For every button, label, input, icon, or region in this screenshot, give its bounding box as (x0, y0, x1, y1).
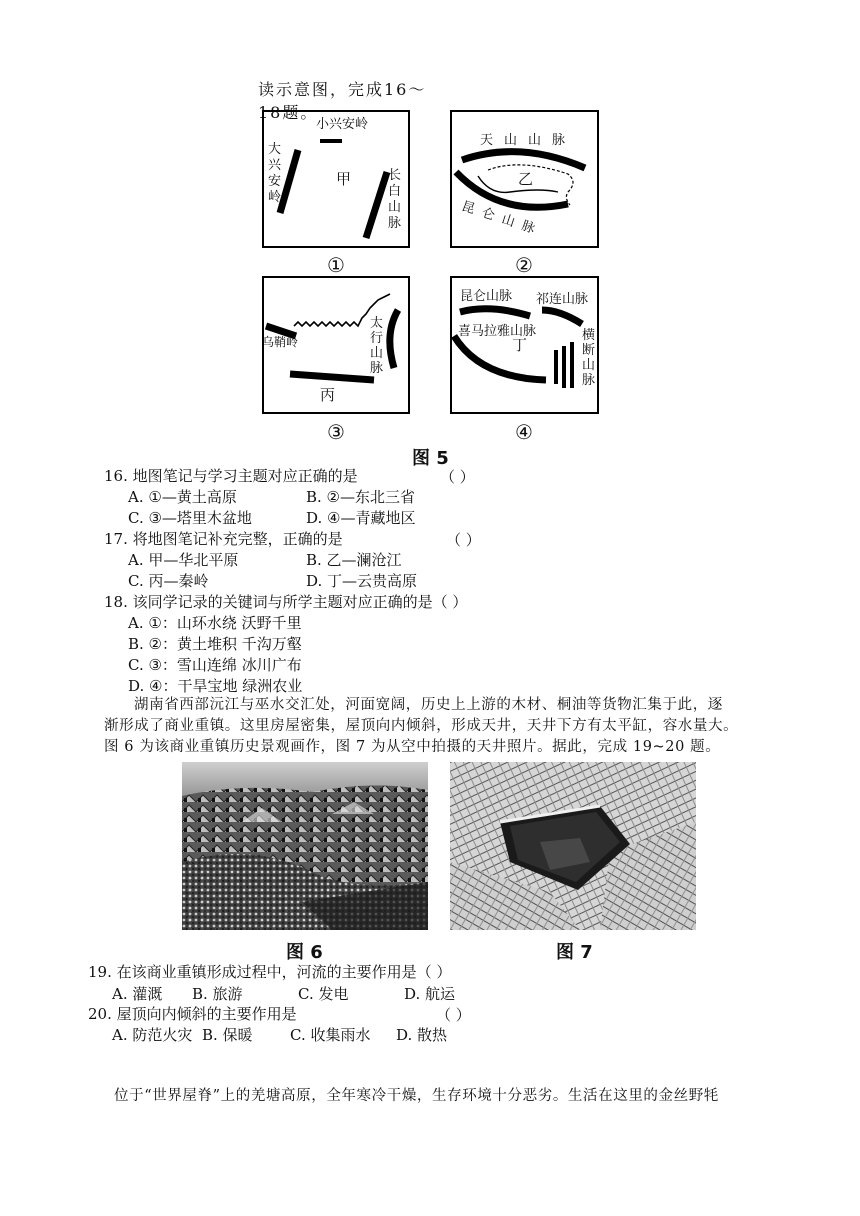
map-3-number: ③ (327, 420, 345, 444)
q19-stem: 19. 在该商业重镇形成过程中，河流的主要作用是（ ） (88, 963, 452, 981)
bottom-paragraph-line: 位于“世界屋脊”上的羌塘高原，全年寒冷干燥，生存环境十分恶劣。生活在这里的金丝野牦 (114, 1088, 719, 1104)
map-1-number: ① (327, 253, 345, 277)
q17-stem: 17. 将地图笔记补充完整，正确的是 (104, 530, 343, 548)
map-1 (262, 110, 410, 248)
map4-label-south: 喜马拉雅山脉 (458, 324, 537, 339)
map4-label-east: 横断山脉 (582, 328, 596, 388)
passage-line-3: 图 6 为该商业重镇历史景观画作，图 7 为从空中拍摄的天井照片。据此，完成 19~20 题。 (104, 739, 721, 755)
map4-label-nw: 昆仑山脉 (460, 289, 513, 304)
q20-option-c: C. 收集雨水 (290, 1026, 371, 1044)
map2-label-south: 昆仑山脉 (459, 199, 545, 240)
q19-option-b: B. 旅游 (192, 985, 243, 1003)
q18-option-b: B. ②：黄土堆积 千沟万壑 (128, 635, 302, 653)
q16-stem: 16. 地图笔记与学习主题对应正确的是 (104, 467, 358, 485)
map1-label-west: 大兴安岭 (268, 142, 282, 205)
fig6-town-image (182, 762, 428, 930)
q20-option-b: B. 保暖 (202, 1026, 253, 1044)
map1-label-north: 小兴安岭 (316, 117, 369, 132)
map-4 (450, 276, 599, 414)
map2-label-center: 乙 (518, 170, 534, 188)
map3-label-east: 太行山脉 (370, 316, 384, 376)
map2-label-north: 天山山脉 (480, 133, 577, 148)
q18-option-d: D. ④：干旱宝地 绿洲农业 (128, 677, 303, 695)
q16-paren: （ ） (440, 468, 475, 486)
q17-option-b: B. 乙—澜沧江 (306, 551, 402, 569)
map4-label-center: 丁 (512, 336, 528, 354)
fig7-caption: 图 7 (556, 942, 593, 963)
fig6-painting (182, 762, 428, 930)
map-4-number: ④ (515, 420, 533, 444)
q18-stem: 18. 该同学记录的关键词与所学主题对应正确的是（ ） (104, 593, 468, 611)
map-3 (262, 276, 410, 414)
q18-option-a: A. ①：山环水绕 沃野千里 (128, 614, 302, 632)
q20-paren: （ ） (436, 1006, 471, 1024)
fig7-skylight-photo (450, 762, 696, 930)
map-2-number: ② (515, 253, 533, 277)
passage-line-2: 渐形成了商业重镇。这里房屋密集，屋顶向内倾斜，形成天井，天井下方有太平缸，容水量大。 (104, 718, 739, 734)
q16-option-a: A. ①—黄土高原 (128, 488, 237, 506)
map1-label-center: 甲 (336, 170, 352, 188)
q20-stem: 20. 屋顶向内倾斜的主要作用是 (88, 1005, 297, 1023)
fig6-caption: 图 6 (286, 942, 323, 963)
map1-label-east: 长白山脉 (388, 168, 402, 231)
q17-option-a: A. 甲—华北平原 (128, 551, 239, 569)
fig7-skylight-image (450, 762, 696, 930)
q17-paren: （ ） (446, 531, 481, 549)
map3-label-south: 丙 (320, 386, 336, 404)
q20-option-a: A. 防范火灾 (112, 1026, 193, 1044)
passage-line-1: 湖南省西部沅江与巫水交汇处，河面宽阔，历史上上游的木材、桐油等货物汇集于此，逐 (134, 697, 723, 713)
q19-option-d: D. 航运 (404, 985, 456, 1003)
map3-label-west: 乌鞘岭 (262, 335, 299, 349)
fig5-caption: 图 5 (412, 448, 449, 469)
q16-option-d: D. ④—青藏地区 (306, 509, 416, 527)
q19-option-a: A. 灌溉 (112, 985, 163, 1003)
q17-option-c: C. 丙—秦岭 (128, 572, 209, 590)
q17-option-d: D. 丁—云贵高原 (306, 572, 418, 590)
map-2 (450, 110, 599, 248)
q18-option-c: C. ③：雪山连绵 冰川广布 (128, 656, 302, 674)
map4-label-ne: 祁连山脉 (536, 292, 589, 307)
q19-option-c: C. 发电 (298, 985, 349, 1003)
q16-option-c: C. ③—塔里木盆地 (128, 509, 252, 527)
cutoff-instruction: 读示意图，完成16～18题。 (258, 80, 427, 122)
q20-option-d: D. 散热 (396, 1026, 448, 1044)
q16-option-b: B. ②—东北三省 (306, 488, 416, 506)
